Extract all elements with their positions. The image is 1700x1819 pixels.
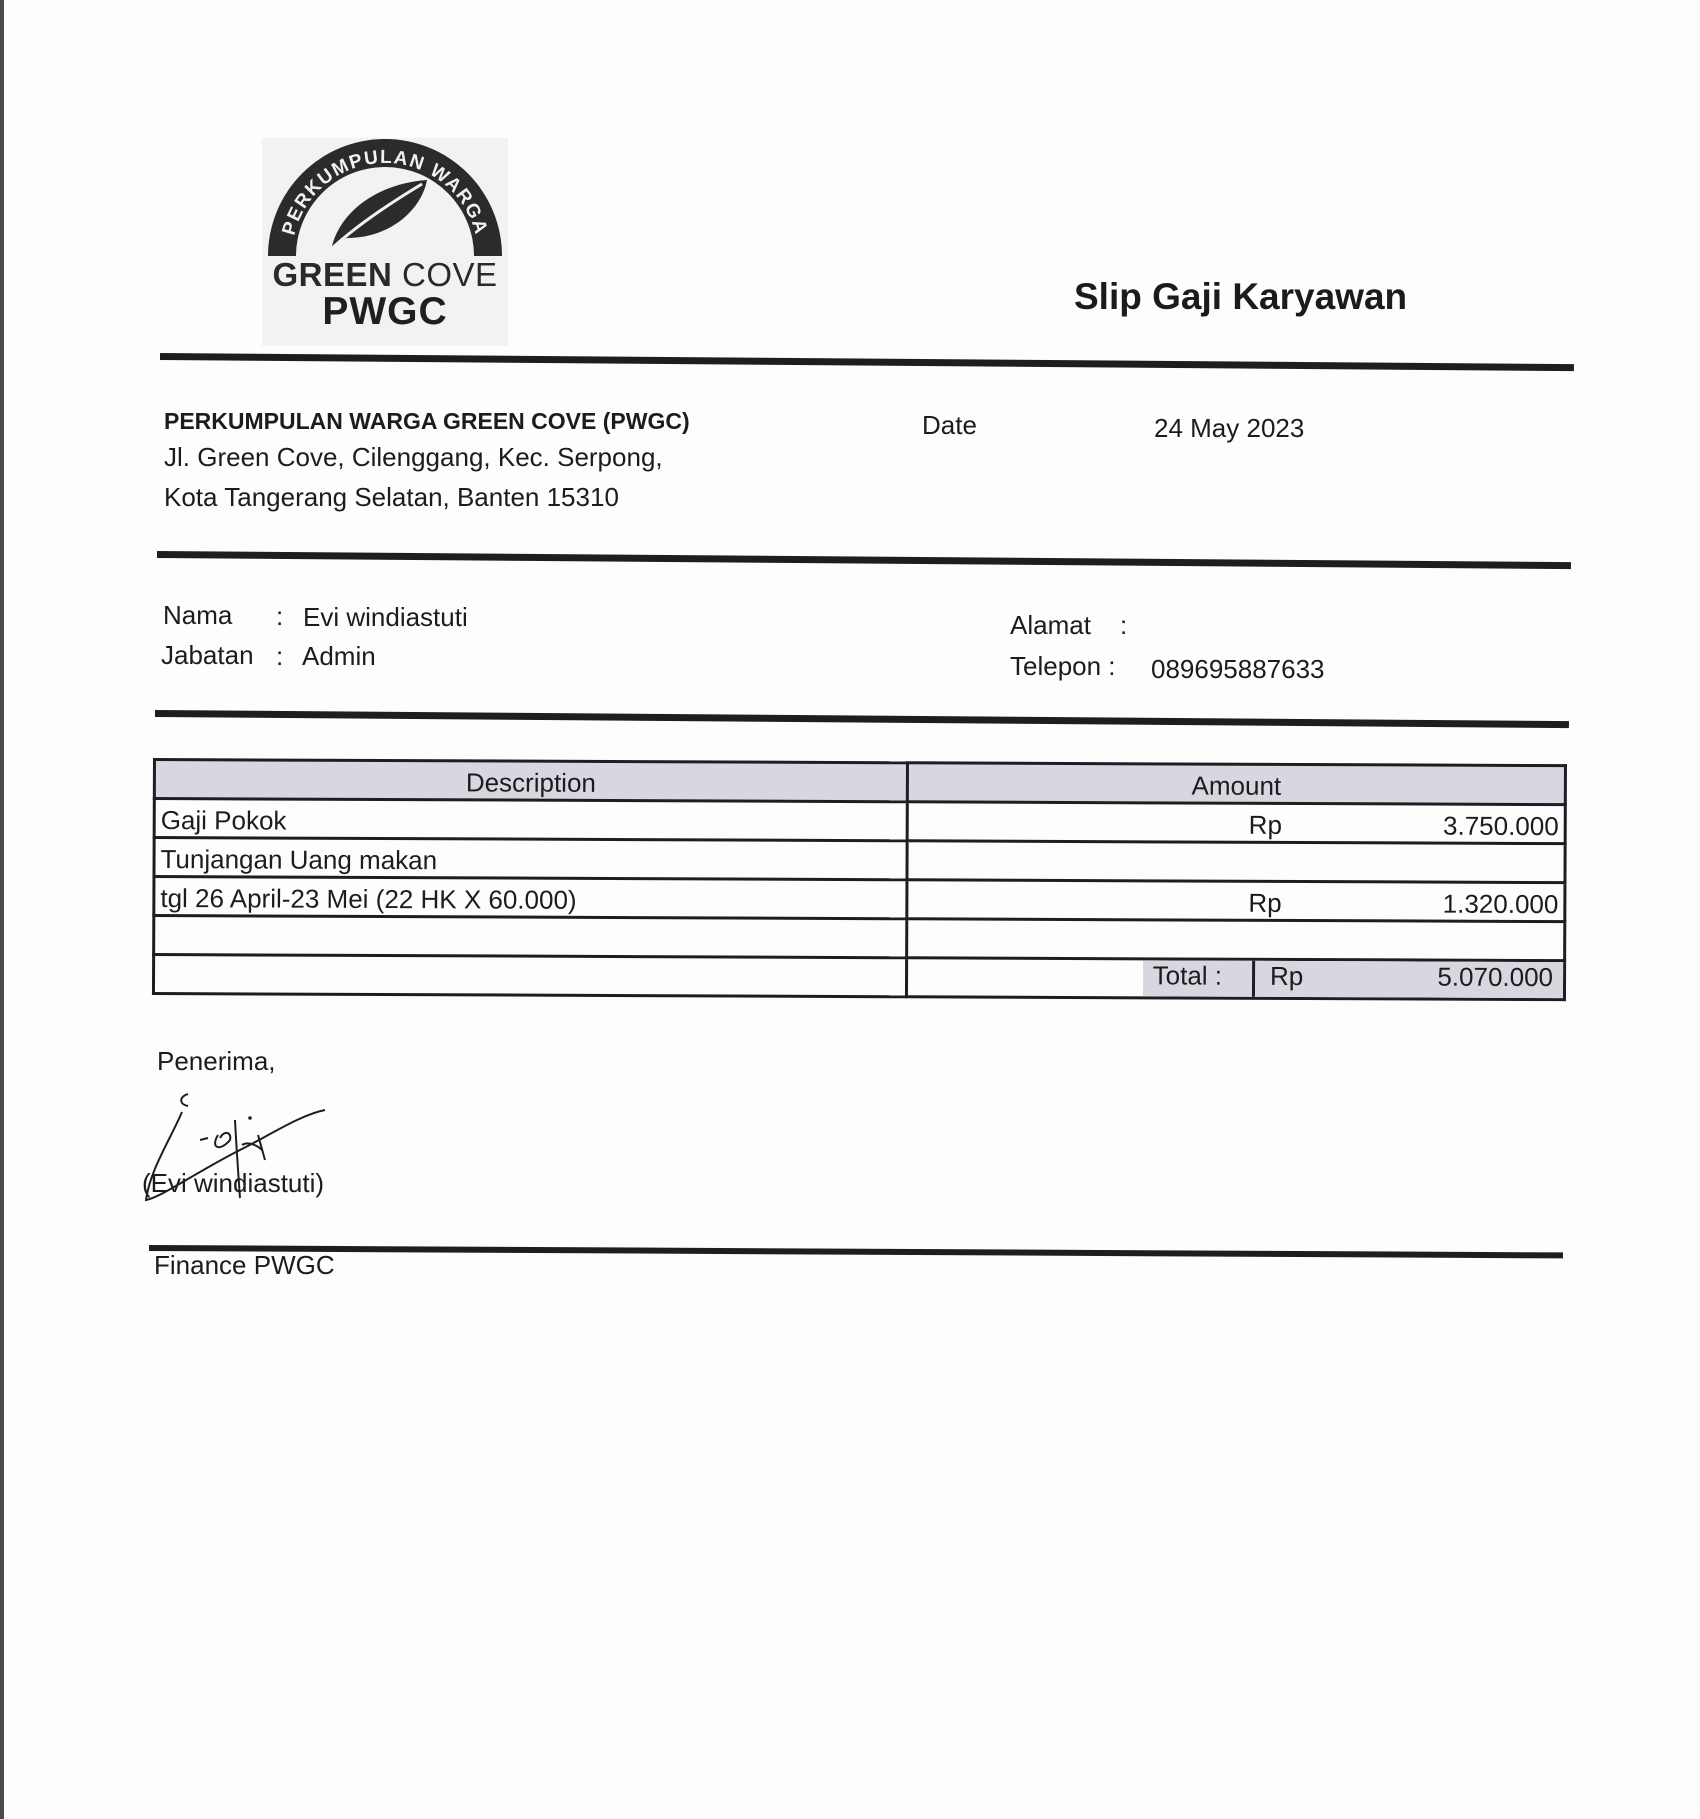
divider [149,1245,1563,1258]
jabatan-value: Admin [302,641,376,671]
currency [1248,958,1388,959]
row-amount [907,841,1565,883]
penerima-label: Penerima, [157,1046,276,1076]
total-row [153,955,1564,1000]
jabatan-label: Jabatan [161,640,254,670]
total-amount: 5.070.000 [1437,961,1554,993]
row-description [154,916,907,958]
amount-value: 3.750.000 [1442,810,1559,842]
logo [262,138,508,346]
alamat-separator: : [1120,610,1128,640]
logo-wordmark: GREEN COVE [272,256,498,293]
telepon-label: Telepon : [1010,651,1116,681]
row-description: tgl 26 April-23 Mei (22 HK X 60.000) [154,877,907,919]
currency: Rp [1248,887,1282,918]
total-description-cell [153,955,906,997]
alamat-label: Alamat [1010,610,1091,640]
row-description: Gaji Pokok [154,799,907,841]
scan-edge [0,0,4,1819]
nama-value: Evi windiastuti [303,602,468,632]
leaf-icon [324,180,427,256]
telepon-value: 089695887633 [1151,654,1325,684]
date-value: 24 May 2023 [1154,413,1305,443]
row-amount [907,802,1565,844]
jabatan-separator: : [276,641,284,671]
signature-footer: Finance PWGC [154,1250,335,1280]
company-name: PERKUMPULAN WARGA GREEN COVE (PWGC) [164,408,690,434]
currency [1248,880,1388,881]
nama-separator: : [276,601,284,631]
currency: Rp [1248,809,1283,840]
page-title: Slip Gaji Karyawan [1074,276,1408,317]
table-row [154,799,1565,844]
divider [157,551,1571,569]
logo-emblem-icon [262,138,508,268]
table-header-row [154,760,1565,805]
total-cell [906,958,1564,1000]
divider [160,353,1574,371]
table-row [154,838,1565,883]
logo-abbrev: PWGC [322,290,448,333]
table-row [154,916,1565,961]
date-label: Date [922,410,977,440]
signature-name: (Evi windiastuti) [142,1168,325,1198]
nama-label: Nama [163,600,233,630]
row-amount [907,880,1565,922]
company-address-line1: Jl. Green Cove, Cilenggang, Kec. Serpong, [164,442,663,472]
header-amount: Amount [907,763,1565,805]
total-label: Total : [1143,960,1253,996]
total-currency: Rp [1269,960,1304,992]
row-amount [907,919,1565,961]
row-description: Tunjangan Uang makan [154,838,907,880]
amount-value: 1.320.000 [1442,888,1559,920]
svg-text:PERKUMPULAN WARGA: PERKUMPULAN WARGA [278,146,492,238]
salary-table [152,758,1567,1001]
header-description: Description [154,760,907,802]
divider [155,710,1569,728]
company-address-line2: Kota Tangerang Selatan, Banten 15310 [164,482,619,512]
table-row [154,877,1565,922]
